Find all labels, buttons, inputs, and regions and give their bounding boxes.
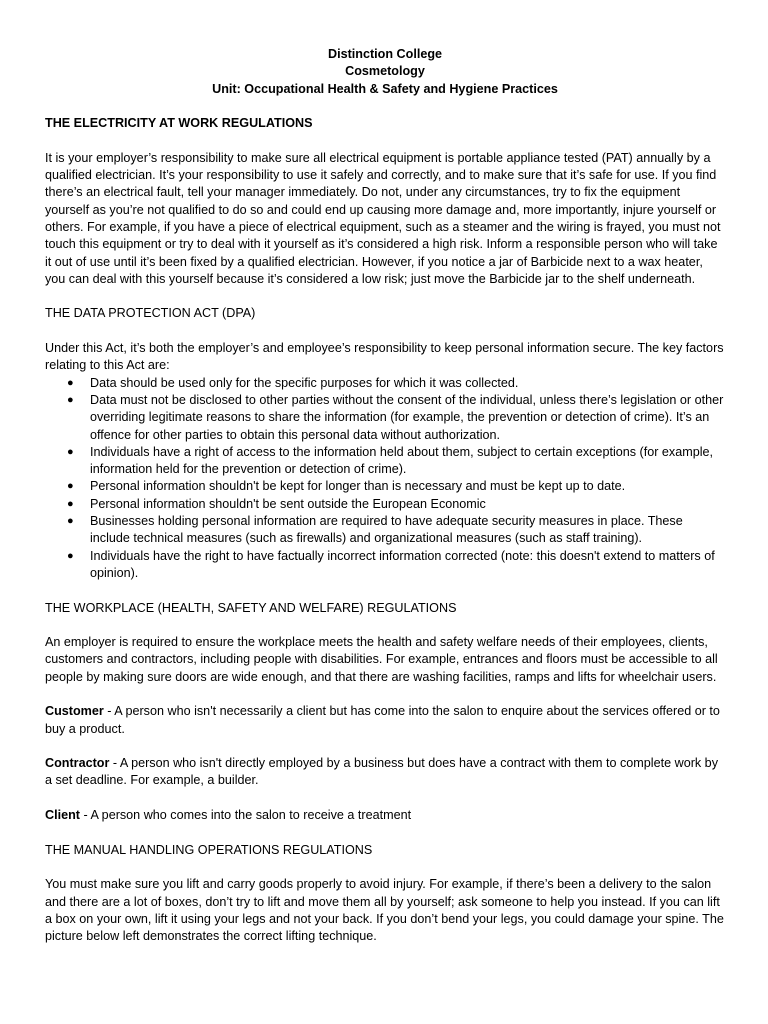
contractor-definition xyxy=(45,755,725,790)
client-term: Client xyxy=(45,808,80,823)
list-item xyxy=(45,392,725,444)
bullet-icon: ● xyxy=(67,393,74,406)
course-name: Cosmetology xyxy=(345,64,425,79)
list-item-text: Personal information shouldn't be sent outside the European Economic xyxy=(90,496,486,511)
client-text: - A person who comes into the salon to receive a treatment xyxy=(79,808,412,823)
contractor-term: Contractor xyxy=(45,756,110,771)
client-definition xyxy=(45,807,725,824)
dpa-list xyxy=(45,375,725,583)
bullet-icon: ● xyxy=(67,445,74,458)
list-item-text: Individuals have the right to have factually incorrect information corrected (note: this doesn't extend to matters of opinion). xyxy=(90,548,715,580)
contractor-text: - A person who isn't directly employed by a business but does have a contract with them to complete work by a set deadline. For example, a builder. xyxy=(45,756,718,788)
list-item-text: Businesses holding personal information are required to have adequate security measures in place. These include technical measures (such as firewalls) and organizational measures (such as staff training). xyxy=(90,514,683,546)
list-item xyxy=(45,444,725,479)
bullet-icon: ● xyxy=(67,497,74,510)
electricity-heading: THE ELECTRICITY AT WORK REGULATIONS xyxy=(45,116,313,131)
document-page xyxy=(45,46,725,945)
customer-text: - A person who isn't necessarily a client but has come into the salon to enquire about the services offered or to buy a product. xyxy=(45,704,720,736)
document-header xyxy=(45,46,725,98)
customer-term: Customer xyxy=(45,704,104,719)
customer-definition xyxy=(45,703,725,738)
manual-handling-heading: THE MANUAL HANDLING OPERATIONS REGULATIONS xyxy=(45,842,373,857)
list-item-text: Individuals have a right of access to the information held about them, subject to certain exceptions (for example, information held for the prevention or detection of crime). xyxy=(90,444,714,477)
list-item xyxy=(45,478,725,495)
list-item-text: Data should be used only for the specific purposes for which it was collected. xyxy=(90,375,519,390)
college-name: Distinction College xyxy=(327,47,443,61)
list-item xyxy=(45,375,725,392)
unit-title: Unit: Occupational Health & Safety and Hygiene Practices xyxy=(212,81,558,96)
bullet-icon: ● xyxy=(67,376,74,389)
list-item-text: Data must not be disclosed to other parties without the consent of the individual, unless there’s legislation or other overriding legitimate reasons to share the information (for example, the prevention or detection of crime). It’s an offence for other parties to obtain this personal data without authorization. xyxy=(90,392,724,442)
manual-handling-body: You must make sure you lift and carry goods properly to avoid injury. For example, if there’s been a delivery to the salon and there are a lot of boxes, don’t try to lift and move them all by yourself; ask someone to help you instead. If you can lift a box on your own, lift it using your legs and not your back. If you don’t bend your legs, you could damage your spine. The picture below left demonstrates the correct lifting technique. xyxy=(45,877,724,944)
dpa-intro: Under this Act, it’s both the employer’s and employee’s responsibility to keep personal information secure. The key factors relating to this Act are: xyxy=(45,341,724,373)
list-item xyxy=(45,548,725,583)
dpa-heading: THE DATA PROTECTION ACT (DPA) xyxy=(45,306,256,321)
bullet-icon: ● xyxy=(67,549,74,562)
workplace-heading: THE WORKPLACE (HEALTH, SAFETY AND WELFARE) REGULATIONS xyxy=(45,600,457,615)
bullet-icon: ● xyxy=(67,515,74,528)
electricity-body: It is your employer’s responsibility to make sure all electrical equipment is portable appliance tested (PAT) annually by a qualified electrician. It’s your responsibility to use it safely and correctly, and to make sure that it’s safe for use. If you find there’s an electrical fault, tell your manager immediately. Do not, under any circumstances, try to fix the equipment yourself as you’re not qualified to do so and could end up causing more damage and, more importantly, injure yourself or others. For example, if you have a piece of electrical equipment, such as a steamer and the wiring is frayed, you must not touch this equipment or try to deal with it yourself as it’s considered a high risk. Inform a responsible person who will take it out of use until it’s been fixed by a qualified electrician. However, if you notice a jar of Barbicide next to a wax heater, you can deal with this yourself because it’s considered a low risk; just move the Barbicide jar to the shelf underneath. xyxy=(45,150,721,286)
bullet-icon: ● xyxy=(67,480,74,493)
workplace-body: An employer is required to ensure the workplace meets the health and safety welfare needs of their employees, clients, customers and contractors, including people with disabilities. For example, entrances and floors must be accessible to all people by making sure doors are wide enough, and that there are washing facilities, ramps and lifts for wheelchair users. xyxy=(45,635,718,684)
list-item xyxy=(45,513,725,548)
list-item-text: Personal information shouldn't be kept for longer than is necessary and must be kept up to date. xyxy=(90,479,626,494)
list-item xyxy=(45,496,725,513)
